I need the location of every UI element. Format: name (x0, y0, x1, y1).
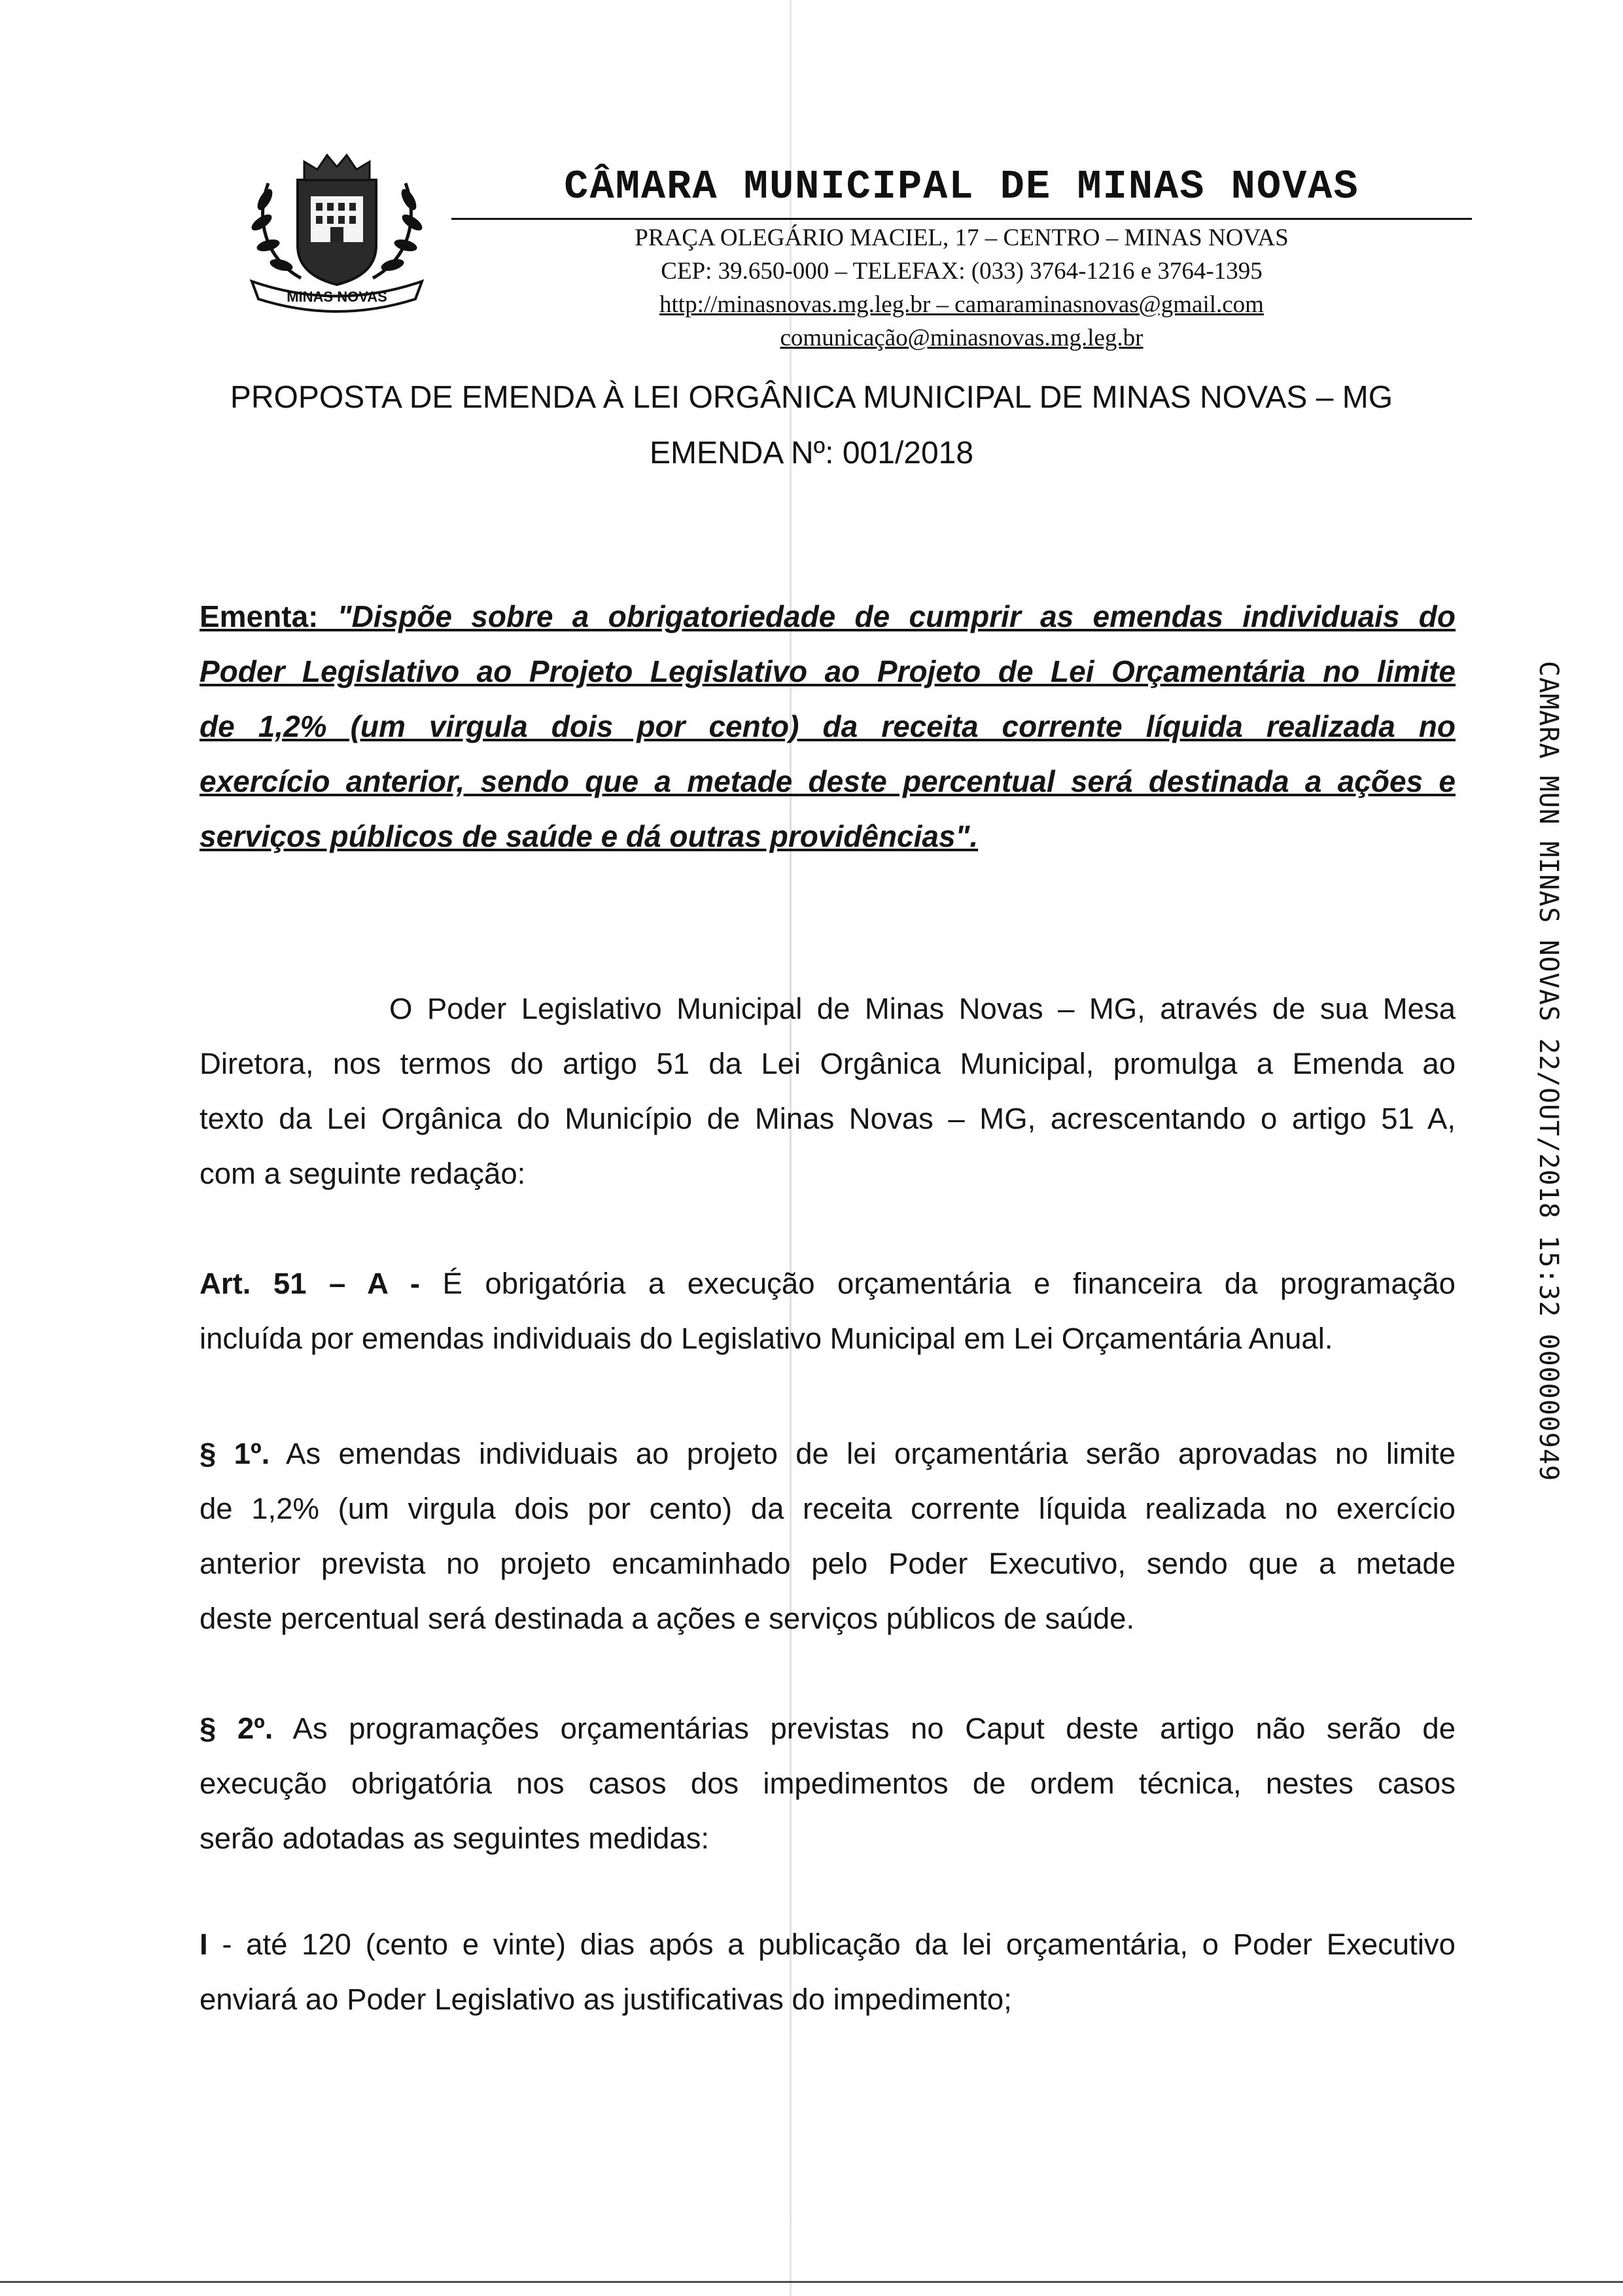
chamber-name: CÂMARA MUNICIPAL DE MINAS NOVAS (564, 164, 1359, 210)
crest-banner-text: MINAS NOVAS (287, 289, 387, 305)
letterhead-rule (451, 218, 1472, 220)
article-label: Art. 51 – A - (200, 1267, 421, 1300)
item-i-label: I (200, 1928, 208, 1961)
item-line: enviará ao Poder Legislativo as justificativas do impedimento; (200, 1983, 1012, 2016)
protocol-stamp (1531, 661, 1570, 1531)
item-i (200, 1917, 1456, 2027)
paragraph-2-label: § 2º. (200, 1712, 273, 1745)
communication-email[interactable]: comunicação@minasnovas.mg.leg.br (780, 325, 1143, 351)
ementa-line: de 1,2% (um virgula dois por cento) da receita corrente líquida realizada no (200, 709, 1456, 743)
paragraph-line: serão adotadas as seguintes medidas: (200, 1822, 710, 1855)
page-bottom-edge (0, 2281, 1623, 2283)
ementa-line: Ementa: "Dispõe sobre a obrigatoriedade de cumprir as emendas individuais do (200, 599, 1456, 633)
intro-line: com a seguinte redação: (200, 1157, 526, 1190)
protocol-stamp-text: CAMARA MUN MINAS NOVAS 22/OUT/2018 15:32 000000949 (1533, 661, 1563, 1482)
intro-paragraph (200, 981, 1456, 1201)
ementa-label: Ementa: (200, 599, 319, 633)
address-line: PRAÇA OLEGÁRIO MACIEL, 17 – CENTRO – MINAS NOVAS (635, 224, 1289, 251)
website-email-line[interactable]: http://minasnovas.mg.leg.br – camaraminasnovas@gmail.com (659, 291, 1264, 318)
contact-line: CEP: 39.650-000 – TELEFAX: (033) 3764-1216 e 3764-1395 (661, 258, 1263, 285)
paragraph-line: anterior prevista no projeto encaminhado pelo Poder Executivo, sendo que a metade (200, 1547, 1456, 1580)
paragraph-line: de 1,2% (um virgula dois por cento) da receita corrente líquida realizada no exercício (200, 1492, 1456, 1525)
paragraph-line: deste percentual será destinada a ações e serviços públicos de saúde. (200, 1602, 1135, 1635)
paragraph-line: § 1º. As emendas individuais ao projeto de lei orçamentária serão aprovadas no limite (200, 1437, 1456, 1470)
article-line: Art. 51 – A - É obrigatória a execução orçamentária e financeira da programação (200, 1267, 1456, 1300)
paragraph-line: execução obrigatória nos casos dos impedimentos de ordem técnica, nestes casos (200, 1767, 1456, 1800)
amendment-number: EMENDA Nº: 001/2018 (649, 436, 974, 470)
ementa-line: exercício anterior, sendo que a metade deste percentual será destinada a ações e (200, 764, 1456, 798)
coat-of-arms-logo (239, 147, 435, 317)
intro-line: O Poder Legislativo Municipal de Minas Novas – MG, através de sua Mesa (389, 992, 1456, 1025)
paragraph-2 (200, 1701, 1456, 1866)
paragraph-line: § 2º. As programações orçamentárias previstas no Caput deste artigo não serão de (200, 1712, 1456, 1745)
ementa-line: Poder Legislativo ao Projeto Legislativo ao Projeto de Lei Orçamentária no limite (200, 654, 1456, 688)
ementa-block (200, 589, 1456, 864)
proposal-title: PROPOSTA DE EMENDA À LEI ORGÂNICA MUNICIPAL DE MINAS NOVAS – MG (230, 380, 1393, 415)
paragraph-1-label: § 1º. (200, 1437, 270, 1470)
intro-line: Diretora, nos termos do artigo 51 da Lei Orgânica Municipal, promulga a Emenda ao (200, 1047, 1456, 1080)
ementa-line: serviços públicos de saúde e dá outras providências". (200, 819, 979, 853)
article-51a (200, 1256, 1456, 1366)
item-line: I - até 120 (cento e vinte) dias após a publicação da lei orçamentária, o Poder Executivo (200, 1928, 1456, 1961)
intro-line: texto da Lei Orgânica do Município de Minas Novas – MG, acrescentando o artigo 51 A, (200, 1102, 1456, 1135)
paragraph-1 (200, 1426, 1456, 1646)
article-line: incluída por emendas individuais do Legislativo Municipal em Lei Orçamentária Anual. (200, 1322, 1333, 1355)
